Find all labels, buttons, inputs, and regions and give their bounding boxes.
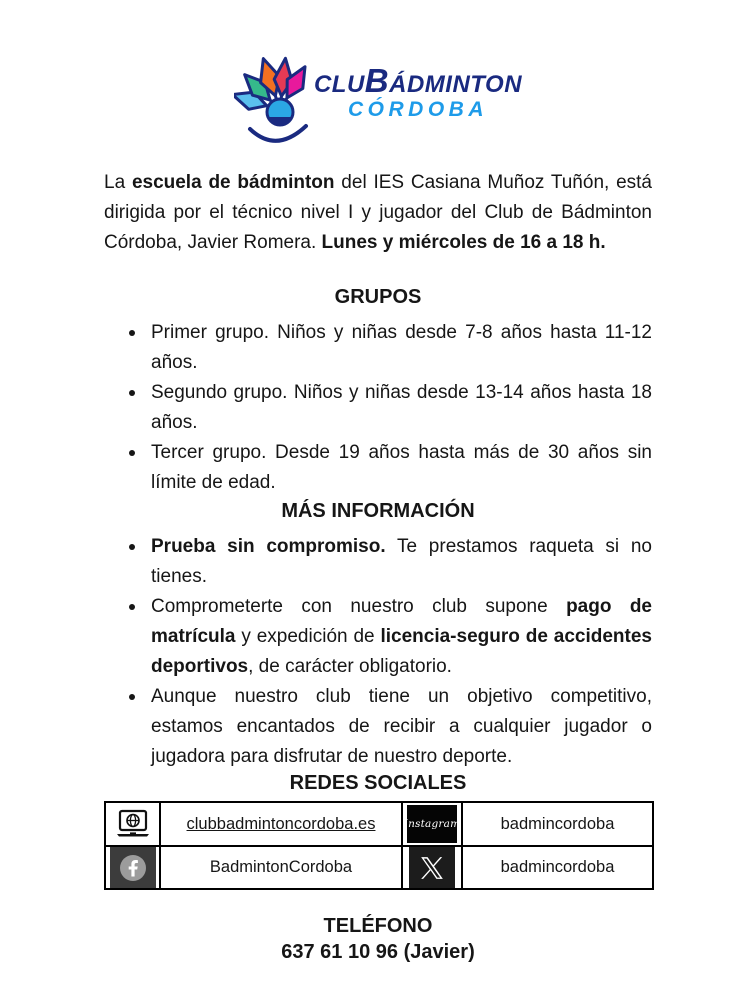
list-item: Aunque nuestro club tiene un objetivo competitivo, estamos encantados de recibir a cualquier jugador o jugadora para disfrutar de nuestro deporte. [151,682,652,772]
list-item: Segundo grupo. Niños y niñas desde 13-14 años hasta 18 años. [151,378,652,438]
shuttlecock-logo-icon [234,34,312,146]
mas-informacion-list [104,532,652,772]
list-item: Comprometerte con nuestro club supone pago de matrícula y expedición de licencia-seguro de accidentes deportivos, de carácter obligatorio. [151,592,652,682]
intro-text: La [104,172,132,193]
telefono-heading: TELÉFONO [323,915,433,937]
table-row [105,846,653,889]
instagram-handle: badmincordoba [500,814,615,833]
facebook-handle: BadmintonCordoba [209,858,353,876]
club-logo [0,0,756,148]
social-table [104,801,654,890]
facebook-icon-cell [105,846,160,889]
facebook-icon [110,847,156,888]
table-row [105,802,653,846]
intro-bold-schedule: Lunes y miércoles de 16 a 18 h. [321,232,606,253]
x-twitter-icon [409,847,455,888]
instagram-handle-cell [462,802,653,846]
x-handle-cell [462,846,653,889]
list-item: Primer grupo. Niños y niñas desde 7-8 años hasta 11-12 años. [151,318,652,378]
grupos-heading: GRUPOS [334,286,422,308]
intro-text: del IES Casiana Muñoz Tuñón, está dirigida por el técnico nivel I y jugador del Club de Bádminton Córdoba, Javier Romera. [104,172,652,253]
logo-brand-text: CLUBÁDMINTON [313,62,523,99]
instagram-icon-cell [402,802,462,846]
mas-informacion-heading: MÁS INFORMACIÓN [281,500,475,522]
logo-wordmark [314,34,522,122]
website-link[interactable]: clubbadmintoncordoba.es [186,814,376,833]
intro-paragraph [104,168,652,258]
x-icon-cell [402,846,462,889]
website-link-cell [160,802,402,846]
x-handle: badmincordoba [500,858,615,876]
logo-city-text: CÓRDOBA [348,98,488,121]
redes-sociales-heading: REDES SOCIALES [289,772,467,794]
intro-bold-school: escuela de bádminton [131,172,335,193]
facebook-handle-cell [160,846,402,889]
instagram-icon: Instagram [407,805,457,843]
website-laptop-icon [113,809,153,839]
phone-number: 637 61 10 96 (Javier) [281,941,475,963]
grupos-list [104,318,652,498]
list-item: Prueba sin compromiso. Te prestamos raqueta si no tienes. [151,532,652,592]
website-icon-cell [105,802,160,846]
list-item: Tercer grupo. Desde 19 años hasta más de 30 años sin límite de edad. [151,438,652,498]
